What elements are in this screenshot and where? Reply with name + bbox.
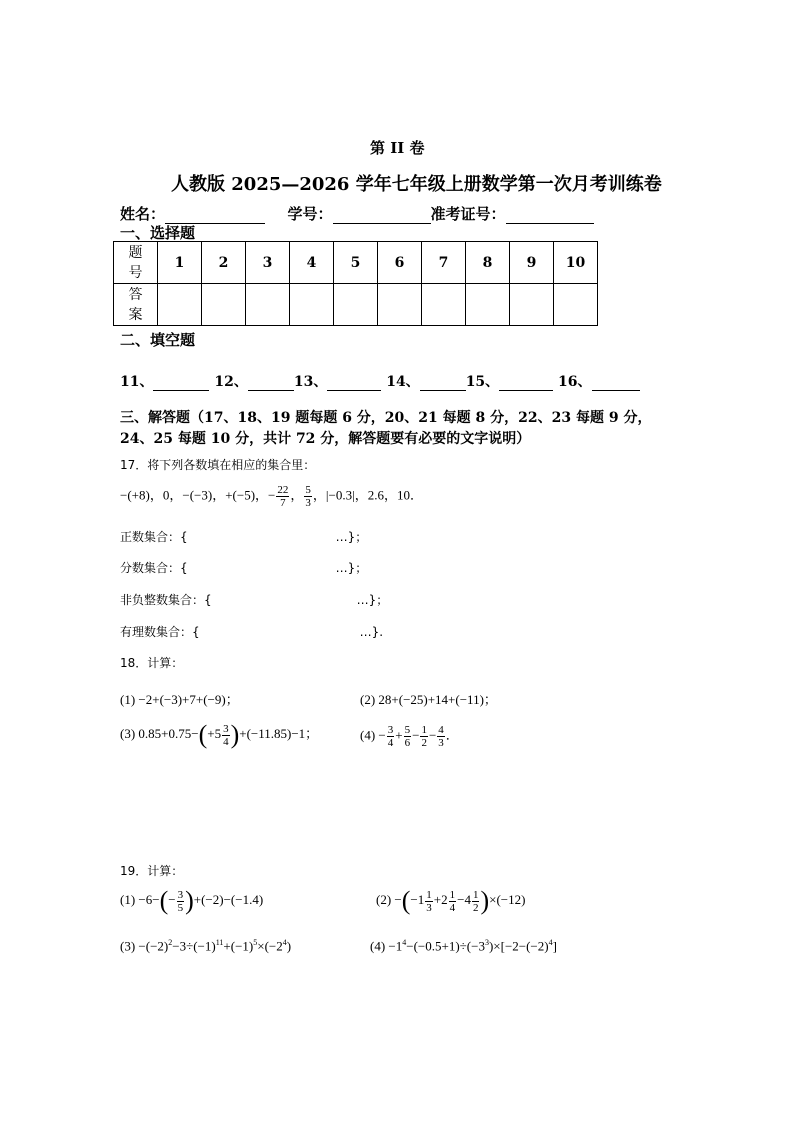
blank-label-13: 13、 — [293, 374, 328, 390]
answer-cell[interactable] — [334, 284, 378, 326]
section2-heading: 二、填空题 — [120, 331, 196, 349]
volume-label: 第 II 卷 — [370, 139, 425, 157]
blank-13[interactable] — [327, 376, 381, 391]
q19-part4: $(4) -1^4-(-0.5+1)\div(-3^3)\times[-2-(-2)^4]$ — [370, 938, 557, 954]
q19-part2: (2) −(−1 $\frac{1}{3}$ +2 $\frac{1}{4}$ −4 $\frac{1}{2}$ )×(−12) — [376, 886, 526, 915]
section1-heading: 一、选择题 — [120, 224, 196, 242]
q17-number-list: −(+8)，0，−(−3)，+(−5)，− $\frac{22}{7}$ ， $\frac{5}{3}$ ，|−0.3|，2.6，10． — [120, 484, 424, 509]
exam-field[interactable] — [506, 209, 594, 224]
question-number: 1 — [158, 242, 202, 284]
blank-12[interactable] — [248, 376, 294, 391]
q19-prompt: 19．计算： — [120, 864, 184, 878]
blank-label-15: 15、 — [465, 374, 500, 390]
answer-table — [113, 241, 598, 326]
answer-cell[interactable] — [422, 284, 466, 326]
q18-prompt: 18．计算： — [120, 656, 184, 670]
set-positive: 正数集合：{ …}； — [120, 530, 368, 544]
q18-part1: (1) −2+(−3)+7+(−9)； — [120, 692, 239, 707]
set-fraction: 分数集合：{ …}； — [120, 561, 368, 575]
answer-cell[interactable] — [290, 284, 334, 326]
answer-cell[interactable] — [202, 284, 246, 326]
blank-16[interactable] — [592, 376, 640, 391]
blank-label-11: 11、 — [120, 374, 154, 390]
answer-cell[interactable] — [378, 284, 422, 326]
name-label: 姓名： — [120, 205, 166, 223]
blank-15[interactable] — [499, 376, 553, 391]
info-line — [120, 203, 594, 224]
blank-14[interactable] — [420, 376, 466, 391]
question-number: 10 — [554, 242, 598, 284]
fill-blanks-line — [120, 371, 640, 391]
question-number: 3 — [246, 242, 290, 284]
q17-prompt: 17．将下列各数填在相应的集合里： — [120, 458, 316, 472]
q18-part2: (2) 28+(−25)+14+(−11)； — [360, 692, 497, 707]
table-header-cell: 题 号 — [114, 242, 158, 284]
answer-cell[interactable] — [510, 284, 554, 326]
q19-part1: (1) −6−(− $\frac{3}{5}$ )+(−2)−(−1.4) — [120, 886, 264, 915]
question-number: 6 — [378, 242, 422, 284]
question-number: 9 — [510, 242, 554, 284]
blank-label-16: 16、 — [558, 374, 592, 390]
set-nonneg-integer: 非负整数集合：{ …}； — [120, 593, 389, 607]
section3-heading-line2: 24、25 每题 10 分，共计 72 分，解答题要有必要的文字说明） — [120, 431, 531, 447]
q18-part4: (4) − $\frac{3}{4}$ + $\frac{5}{6}$ − $\frac{1}{2}$ − $\frac{4}{3}$ ． — [360, 724, 459, 749]
exam-label: 准考证号： — [430, 205, 506, 223]
question-number: 7 — [422, 242, 466, 284]
table-row — [114, 242, 598, 284]
answer-cell[interactable] — [158, 284, 202, 326]
q18-part3: (3) 0.85+0.75−(+5 $\frac{3}{4}$ )+(−11.85)−1； — [120, 720, 319, 749]
blank-label-12: 12、 — [214, 374, 248, 390]
question-number: 4 — [290, 242, 334, 284]
id-label: 学号： — [287, 205, 333, 223]
table-header-cell: 答 案 — [114, 284, 158, 326]
id-field[interactable] — [333, 209, 431, 224]
set-rational: 有理数集合：{ …}. — [120, 625, 384, 639]
question-number: 2 — [202, 242, 246, 284]
answer-cell[interactable] — [246, 284, 290, 326]
table-row — [114, 284, 598, 326]
answer-cell[interactable] — [466, 284, 510, 326]
blank-11[interactable] — [153, 376, 209, 391]
question-number: 8 — [466, 242, 510, 284]
answer-cell[interactable] — [554, 284, 598, 326]
q19-part3: $(3) -(-2)^2-3\div(-1)^{11}+(-1)^5\times(-2^4)$ — [120, 938, 292, 954]
page-title: 人教版 2025—2026 学年七年级上册数学第一次月考训练卷 — [171, 174, 662, 195]
section3-heading-line1: 三、解答题（17、18、19 题每题 6 分，20、21 每题 8 分，22、23 每题 9 分， — [120, 410, 652, 426]
blank-label-14: 14、 — [386, 374, 420, 390]
question-number: 5 — [334, 242, 378, 284]
